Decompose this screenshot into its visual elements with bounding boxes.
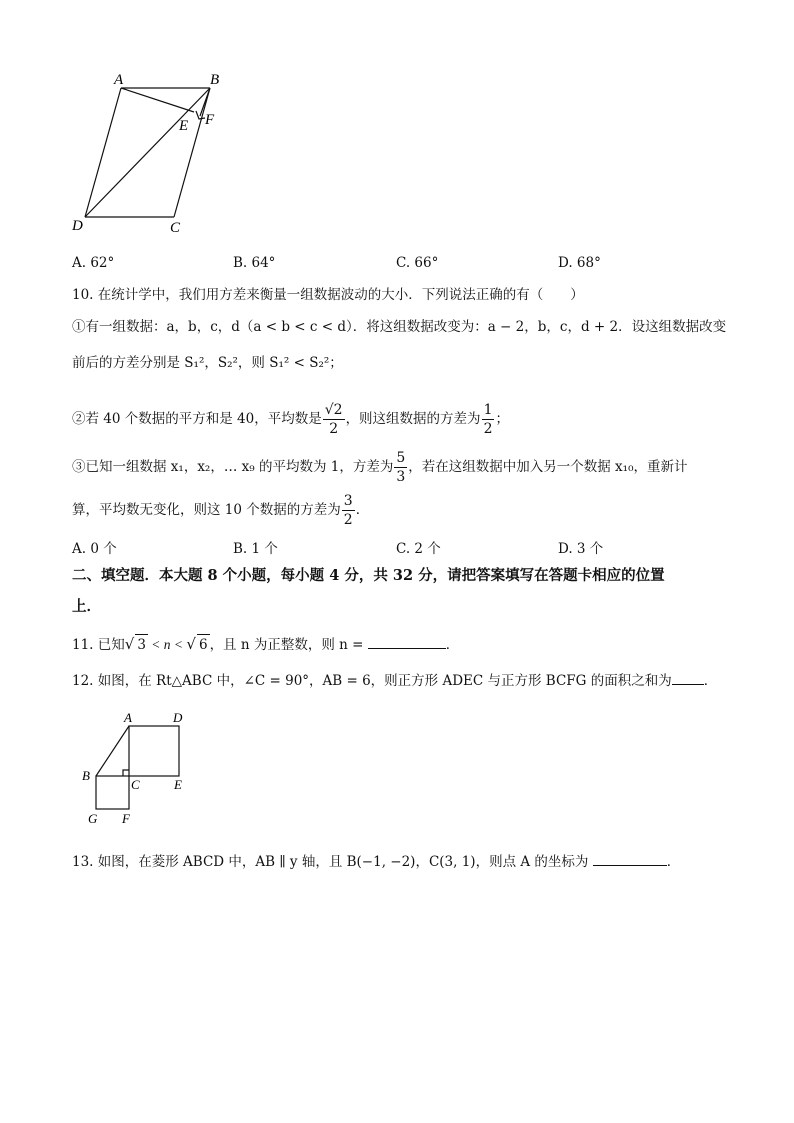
fig2-label-c: C	[131, 777, 140, 792]
q11-sqrt-3: 3	[135, 634, 148, 655]
q11-answer-blank[interactable]	[368, 648, 446, 649]
q10-statement-3-line1	[72, 447, 688, 487]
q11: 11. 已知√ 3 < n < √ 6 ，且 n 为正整数，则 n = ．	[72, 635, 460, 653]
fig2-label-f: F	[122, 811, 130, 826]
q11-mid: < n <	[147, 637, 187, 652]
fig2-label-g: G	[88, 811, 98, 826]
q10-s3-frac-num: 5	[396, 449, 406, 466]
q10-s2-frac2-num: 1	[483, 401, 493, 418]
section-2-title-line1: 二、填空题．本大题 8 个小题，每小题 4 分，共 32 分，请把答案填写在答题卡相应的位置	[72, 567, 665, 584]
q10-s2-frac-den: 2	[329, 420, 339, 437]
q10-s3-fraction-answer	[342, 494, 355, 527]
fig2-label-b: B	[82, 768, 90, 783]
q12-text: 12. 如图，在 Rt△ABC 中，∠C = 90°，AB = 6，则正方形 ADEC 与正方形 BCFG 的面积之和为	[72, 673, 672, 689]
q10-option-c: C. 2 个	[396, 541, 441, 557]
label-c: C	[170, 220, 181, 236]
q12-end: ．	[703, 673, 718, 689]
segment-ae	[121, 88, 194, 112]
section-2-title-line2: 上．	[72, 598, 101, 615]
fig2-label-d: D	[173, 710, 183, 725]
q10-s3-frac-den: 3	[396, 468, 406, 485]
q10-option-b: B. 1 个	[233, 541, 278, 557]
q10-s3-pre: ③已知一组数据 x₁，x₂，… x₉ 的平均数为 1，方差为	[72, 459, 394, 475]
q10-s3-line2-end: ．	[355, 502, 370, 518]
q10-option-a: A. 0 个	[72, 541, 117, 557]
q10-option-d: D. 3 个	[558, 541, 604, 557]
q13-end: ．	[666, 854, 681, 870]
hypotenuse-ab	[96, 726, 129, 776]
q10-s3-frac2-den: 2	[343, 511, 353, 528]
q12-answer-blank[interactable]	[672, 684, 704, 685]
q10-stem: 10. 在统计学中，我们用方差来衡量一组数据波动的大小．下列说法正确的有（ ）	[72, 287, 584, 303]
q10-s3-frac2-num: 3	[343, 492, 353, 509]
q13-text: 13. 如图，在菱形 ABCD 中，AB ∥ y 轴，且 B(−1, −2)，C(3, 1)，则点 A 的坐标为	[72, 854, 589, 870]
q10-s2-mid: ，则这组数据的方差为	[345, 411, 481, 427]
label-a: A	[114, 72, 124, 88]
q10-s2-fraction-mean	[323, 403, 345, 436]
q11-post: ，且 n 为正整数，则 n =	[209, 637, 368, 653]
q10-s2-frac2-den: 2	[483, 420, 493, 437]
figure-triangle-squares	[76, 706, 206, 830]
q10-s2-pre: ②若 40 个数据的平方和是 40，平均数是	[72, 411, 322, 427]
q10-statement-3-line2	[72, 490, 369, 530]
q10-statement-2	[72, 399, 509, 439]
fig2-label-e: E	[174, 777, 182, 792]
label-d: D	[72, 218, 83, 234]
q13-answer-blank[interactable]	[593, 865, 667, 866]
right-angle-mark-c	[123, 770, 129, 776]
q10-s3-line2-pre: 算，平均数无变化，则这 10 个数据的方差为	[72, 502, 341, 518]
fig2-label-a: A	[124, 710, 132, 725]
q11-end: ．	[445, 637, 460, 653]
q12	[72, 671, 717, 691]
q11-pre: 11. 已知	[72, 637, 125, 653]
q10-s2-frac-num: √2	[324, 401, 343, 418]
q9-option-a: A. 62°	[72, 255, 115, 271]
q9-option-b: B. 64°	[233, 255, 276, 271]
label-e: E	[179, 118, 189, 134]
label-b: B	[210, 72, 220, 88]
figure-parallelogram	[60, 64, 230, 240]
q9-option-d: D. 68°	[558, 255, 601, 271]
q13	[72, 852, 680, 872]
q10-statement-1-line2: 前后的方差分别是 S₁²，S₂²，则 S₁² < S₂²；	[72, 355, 343, 371]
square-adec	[129, 726, 179, 776]
q10-s2-fraction-variance	[482, 403, 495, 436]
q9-option-c: C. 66°	[396, 255, 439, 271]
q11-sqrt-6: 6	[197, 634, 210, 655]
diagonal-bd	[85, 88, 210, 217]
label-f: F	[205, 112, 215, 128]
q10-s2-end: ；	[495, 411, 509, 427]
q10-statement-1-line1: ①有一组数据：a，b，c，d（a < b < c < d）．将这组数据改变为：a − 2，b，c，d + 2．设这组数据改变	[72, 319, 727, 335]
q10-s3-fraction-variance	[394, 451, 407, 484]
square-bcfg	[96, 776, 129, 809]
q10-s3-post: ，若在这组数据中加入另一个数据 x₁₀，重新计	[408, 459, 688, 475]
